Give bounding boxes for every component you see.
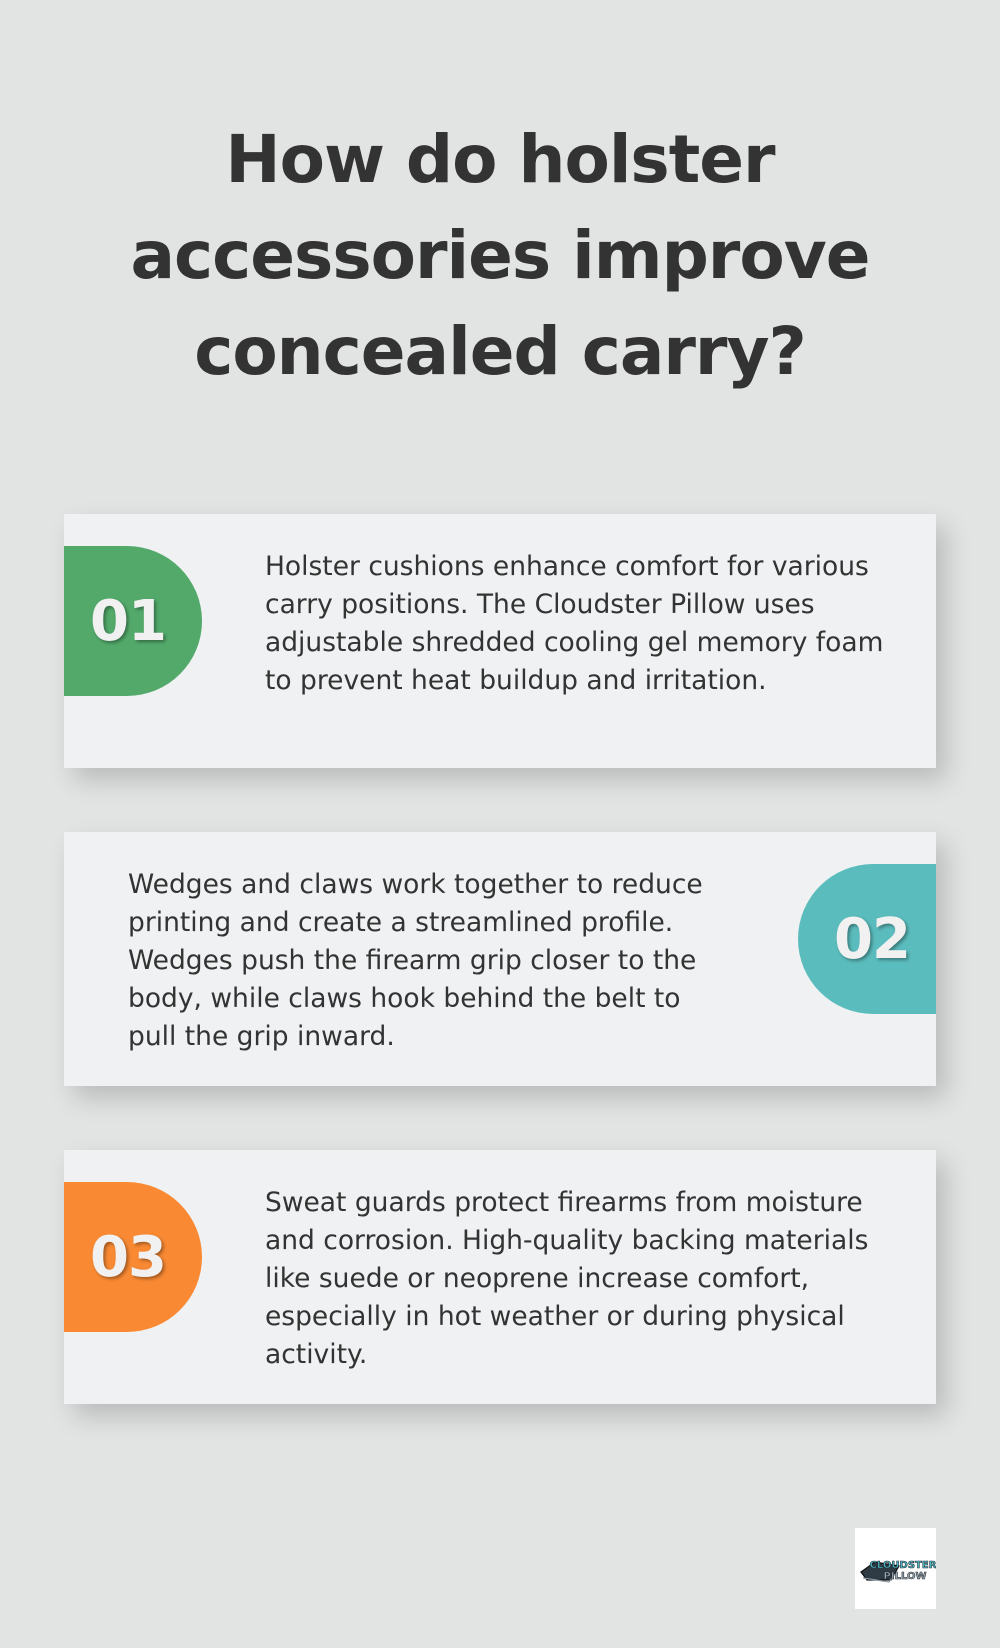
badge-number: 01 [90,588,166,654]
badge-number: 02 [834,906,910,972]
cloudster-pillow-logo [855,1528,936,1609]
number-badge-1 [64,546,202,696]
title-line-3: concealed carry? [194,313,806,390]
badge-number: 03 [90,1224,166,1290]
item-card-2 [64,832,936,1086]
number-badge-3 [64,1182,202,1332]
item-text-1: Holster cushions enhance comfort for various carry positions. The Cloudster Pillow uses adjustable shredded cooling gel memory foam to prevent heat buildup and irritation. [265,551,884,696]
svg-text:PILLOW: PILLOW [883,1571,927,1582]
svg-text:CLOUDSTER: CLOUDSTER [869,1560,936,1571]
number-badge-2 [798,864,936,1014]
item-text-2: Wedges and claws work together to reduce printing and create a streamlined profile. Wedges push the firearm grip closer to the body, while claws hook behind the belt to pull the grip inward. [128,869,703,1052]
item-text-3: Sweat guards protect firearms from moisture and corrosion. High-quality backing materials like suede or neoprene increase comfort, especially in hot weather or during physical activity. [265,1187,869,1370]
item-card-1 [64,514,936,768]
pillow-logo-icon [855,1528,936,1609]
title-line-2: accessories improve [130,217,870,294]
title-line-1: How do holster [225,121,775,198]
item-card-3 [64,1150,936,1404]
page-title [0,112,1000,400]
